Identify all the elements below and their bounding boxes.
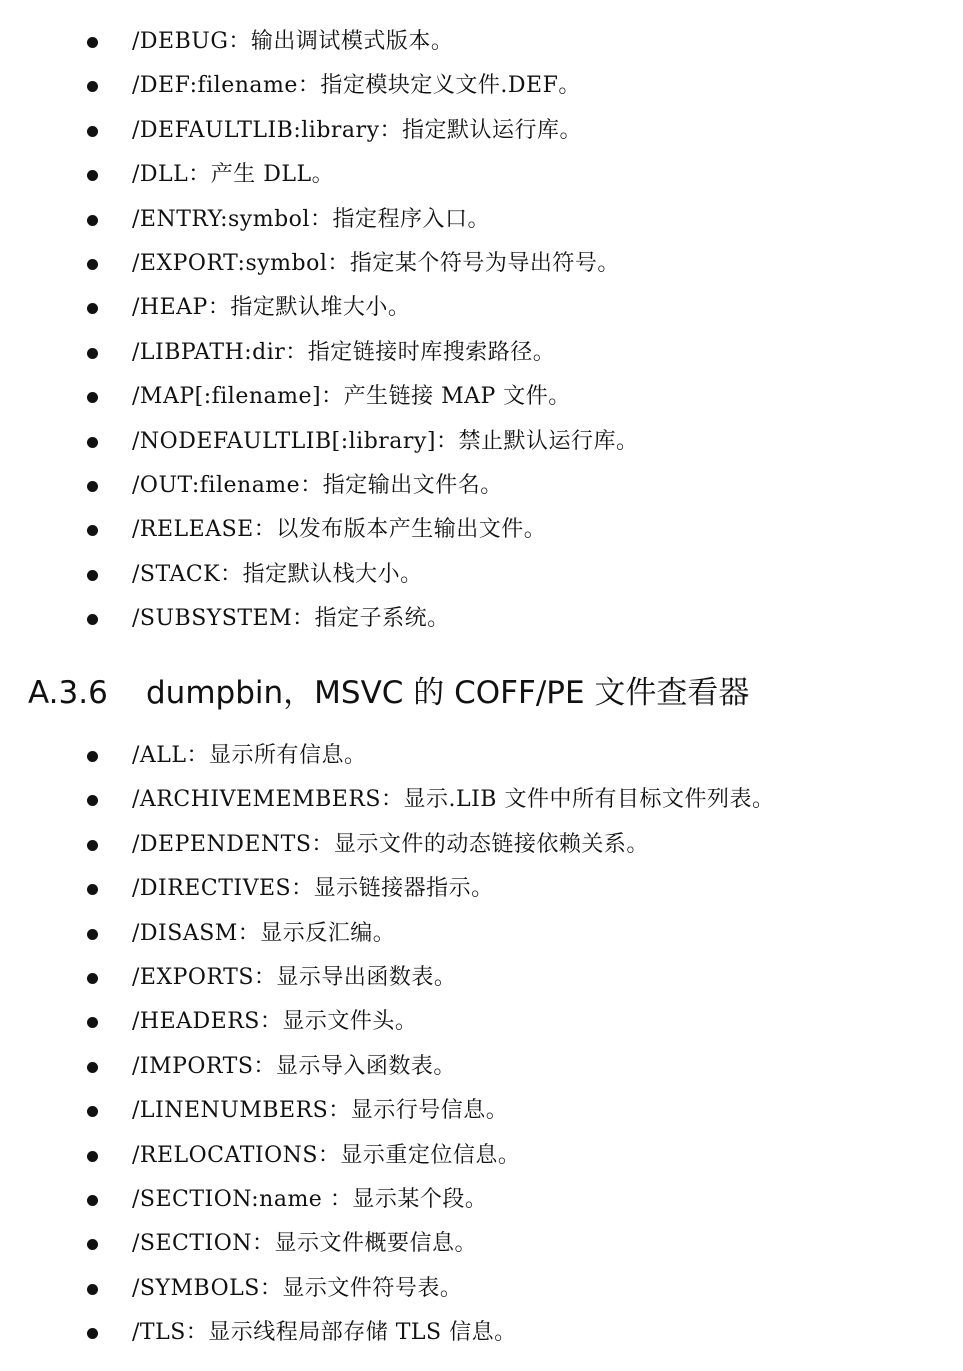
list-item-text: /RELEASE：以发布版本产生输出文件。 [132,517,547,543]
list-item-text: /SECTION:name ：显示某个段。 [132,1186,488,1212]
list-item [0,1222,963,1266]
list-item-text: /DIRECTIVES：显示链接器指示。 [132,876,494,902]
list-item-text: /DLL：产生 DLL。 [132,162,335,188]
list-item-text: /DEFAULTLIB:library：指定默认运行库。 [132,117,582,143]
list-item [0,286,963,330]
list-item-text: /TLS：显示线程局部存储 TLS 信息。 [132,1320,517,1346]
bullet-icon [87,840,98,851]
bullet-icon [87,170,98,181]
bullet-icon [87,570,98,581]
bullet-icon [87,614,98,625]
list-item [0,734,963,778]
list-item-text: /IMPORTS：显示导入函数表。 [132,1053,456,1079]
list-item [0,1134,963,1178]
list-item-text: /MAP[:filename]：产生链接 MAP 文件。 [132,384,571,410]
list-item-text: /SUBSYSTEM：指定子系统。 [132,606,450,632]
bullet-icon [87,81,98,92]
bullet-icon [87,795,98,806]
bullet-icon [87,126,98,137]
bullet-icon [87,1284,98,1295]
list-item-text: /ENTRY:symbol：指定程序入口。 [132,206,490,232]
bullet-icon [87,392,98,403]
bullet-icon [87,303,98,314]
section-heading [28,668,749,718]
bullet-icon [87,481,98,492]
list-item-text: /SECTION：显示文件概要信息。 [132,1231,478,1257]
bullet-icon [87,1239,98,1250]
list-item-text: /LINENUMBERS：显示行号信息。 [132,1098,509,1124]
list-item [0,956,963,1000]
list-item-text: /SYMBOLS：显示文件符号表。 [132,1275,463,1301]
list-item [0,912,963,956]
list-item [0,1000,963,1044]
list-item [0,464,963,508]
list-item-text: /HEAP：指定默认堆大小。 [132,295,411,321]
list-item [0,153,963,197]
list-item [0,1267,963,1311]
list-item-text: /DEF:filename：指定模块定义文件.DEF。 [132,73,581,99]
bullet-icon [87,259,98,270]
list-item [0,508,963,552]
list-item [0,198,963,242]
list-item-text: /DISASM：显示反汇编。 [132,920,396,946]
bullet-icon [87,215,98,226]
list-item [0,553,963,597]
list-item-text: /EXPORTS：显示导出函数表。 [132,964,457,990]
list-item-text: /EXPORT:symbol：指定某个符号为导出符号。 [132,250,620,276]
linker-options-list [0,20,963,641]
list-item [0,1311,963,1355]
bullet-icon [87,929,98,940]
section-number: A.3.6 [28,675,108,711]
list-item [0,1089,963,1133]
list-item [0,375,963,419]
list-item-text: /DEPENDENTS：显示文件的动态链接依赖关系。 [132,831,649,857]
bullet-icon [87,348,98,359]
list-item [0,331,963,375]
list-item-text: /LIBPATH:dir：指定链接时库搜索路径。 [132,339,556,365]
list-item [0,109,963,153]
list-item [0,867,963,911]
list-item [0,20,963,64]
bullet-icon [87,1062,98,1073]
bullet-icon [87,751,98,762]
bullet-icon [87,1151,98,1162]
bullet-icon [87,1106,98,1117]
list-item [0,778,963,822]
list-item [0,64,963,108]
list-item-text: /OUT:filename：指定输出文件名。 [132,472,503,498]
list-item-text: /RELOCATIONS：显示重定位信息。 [132,1142,521,1168]
list-item-text: /NODEFAULTLIB[:library]：禁止默认运行库。 [132,428,639,454]
list-item [0,597,963,641]
bullet-icon [87,1195,98,1206]
bullet-icon [87,1328,98,1339]
list-item-text: /DEBUG：输出调试模式版本。 [132,29,454,54]
bullet-icon [87,437,98,448]
dumpbin-options-list [0,734,963,1355]
list-item [0,420,963,464]
bullet-icon [87,884,98,895]
bullet-icon [87,37,98,48]
list-item-text: /ARCHIVEMEMBERS：显示.LIB 文件中所有目标文件列表。 [132,787,775,813]
list-item-text: /HEADERS：显示文件头。 [132,1009,418,1035]
section-title: dumpbin，MSVC 的 COFF/PE 文件查看器 [146,675,750,711]
list-item-text: /STACK：指定默认栈大小。 [132,561,423,587]
list-item [0,1178,963,1222]
list-item [0,1045,963,1089]
bullet-icon [87,525,98,536]
list-item-text: /ALL：显示所有信息。 [132,743,367,768]
bullet-icon [87,973,98,984]
bullet-icon [87,1017,98,1028]
list-item [0,823,963,867]
list-item [0,242,963,286]
